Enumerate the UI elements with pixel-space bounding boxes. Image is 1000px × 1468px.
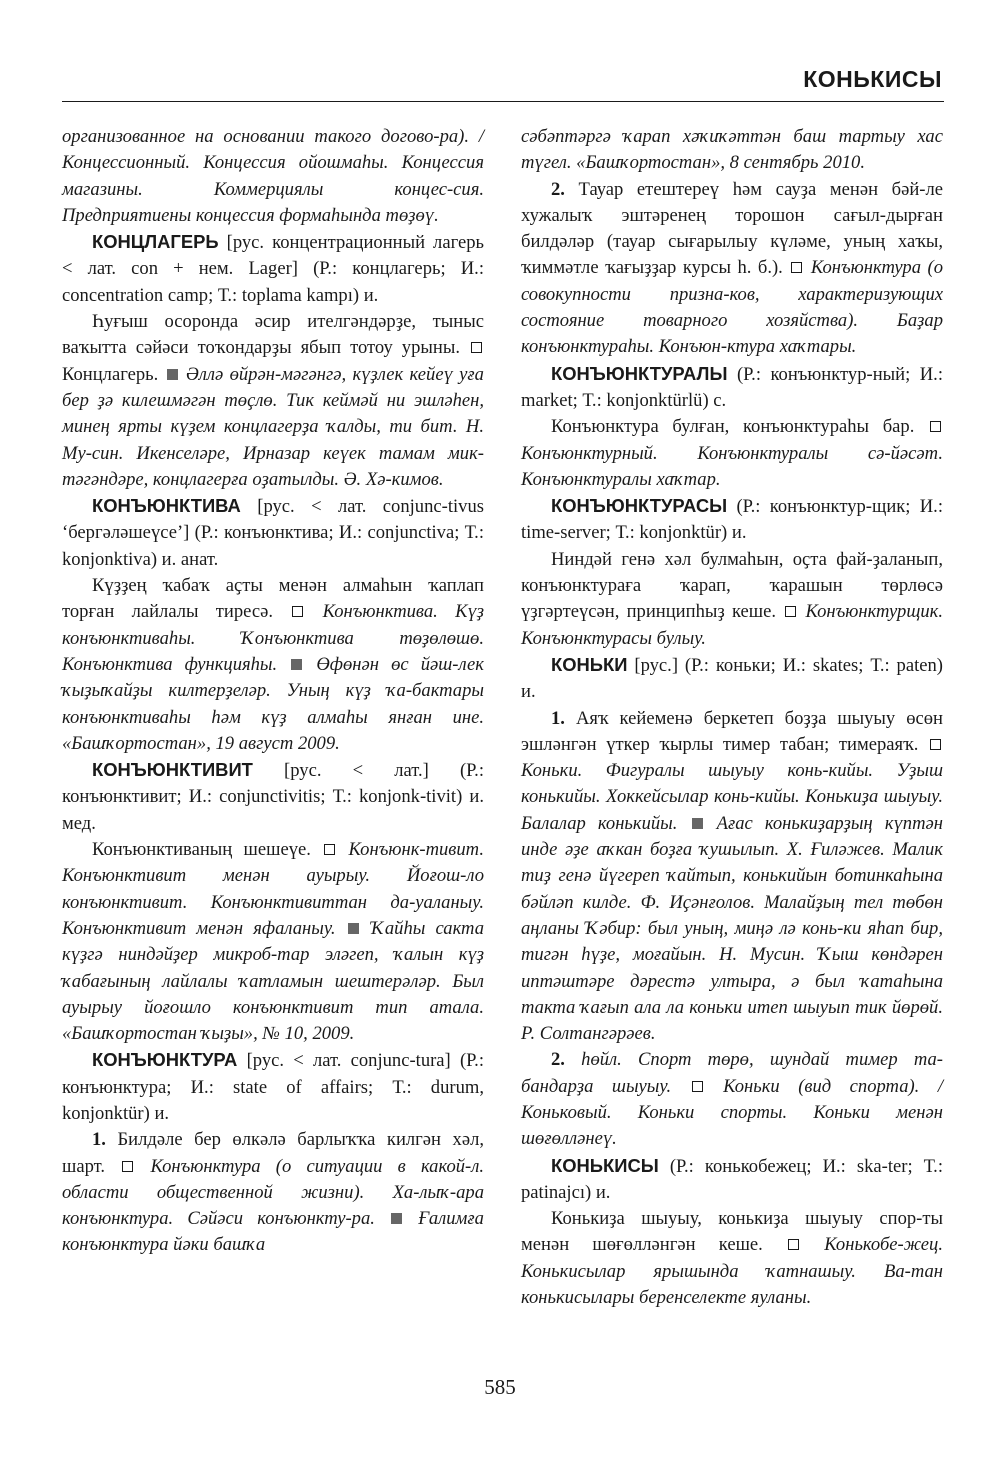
translation-text: Коньки (вид спорта). / Коньковый. Коньки спорты. Коньки менән шөғөлләнеү.: [521, 1075, 943, 1150]
entry-etymology: (Р.: конькобежец; И.: ska-ter; Т.: patinajcı) и.: [521, 1155, 943, 1203]
header-rule: [62, 101, 944, 102]
entry-etymology: [рус. < лат. conjunc-tivus ‘бергәләшеүсе’] (Р.: конъюнктива; И.: conjunctiva; Т.: konjonktiva) и. анат.: [62, 496, 484, 570]
page-number: 585: [484, 1375, 516, 1399]
entry-definition: [521, 1206, 943, 1311]
example-text: Өфөнән өс йәш-лек ҡыҙыҡайҙы килтерҙеләр. Уның күҙ ҡа-бактары конъюнктиваһы һәм күҙ алмаһы янған ине. «Башҡортостан», 19 август 2009.: [62, 653, 485, 754]
paragraph: [62, 124, 484, 229]
translation-text: Концлагерь.: [62, 363, 159, 385]
translation-text: Конъюнктура (о совокупности призна-ков, характеризующих состояние товарного хозяйства). Баҙар конъюнктураһы. Конъюн-ктура хаҡтары.: [521, 257, 943, 358]
example-text: Әллә өйрән-мәгәнгә, күҙлек кейеү уға бер ҙә килешмәгән төҫлө. Тик кеймәй ни эшләһен, минең ярты күҙем концлагерҙа ҡалды, ти бит. Н. Му-син. Икенселәре, Ирназар кеүек тамам мик-тәгәндәре, концлагерға оҙатылды. Ә. Хә-кимов.: [62, 363, 484, 490]
dictionary-entry: [521, 493, 943, 547]
dictionary-entry: [62, 493, 484, 573]
example-text: Ғалимға конъюнктура йәки башҡа: [62, 1208, 484, 1256]
square-marker-icon: [785, 606, 796, 617]
definition-text: һөйл. Спорт төрө, шундай тимер та-бандарҙа шыуыу.: [521, 1049, 943, 1097]
square-marker-icon: [930, 421, 941, 432]
sense-number: 1.: [92, 1129, 106, 1151]
example-text: Ҡайһы сакта күҙгә ниндәйҙер микроб-тар эләгеп, ҡалын күҙ ҡабағының лайлалы ҡатламын шештерәләр. Был ауырыу йоғошло конъюнктивит тип атала. «Башҡортостан ҡыҙы», № 10, 2009.: [62, 917, 484, 1045]
entry-etymology: (Р.: конъюнктур-ный; И.: market; Т.: konjonktürlü) с.: [521, 363, 943, 411]
headword: КОНЪЮНКТИВА: [92, 495, 241, 517]
entry-etymology: [рус. < лат. conjunc-tura] (Р.: конъюнктура; И.: state of affairs; Т.: durum, konjonktür) и.: [62, 1050, 484, 1124]
square-marker-icon: [292, 606, 303, 617]
square-marker-icon: [122, 1161, 133, 1172]
headword: КОНЬКИ: [551, 653, 628, 675]
entry-definition: [62, 1127, 484, 1258]
definition-text: Һуғыш осоронда әсир ителгәндәрҙе, тыныс ваҡытта сәйәси тоҡондарҙы ябып тотоу урыны.: [62, 311, 484, 359]
translation-text: Конькобе-жец. Конькисылар ярышында ҡатнашыу. Ва-тан конькисылары беренселекте яуланы.: [521, 1234, 943, 1309]
dictionary-entry: [62, 757, 484, 837]
square-marker-icon: [324, 844, 335, 855]
square-marker-icon: [791, 262, 802, 273]
square-marker-icon: [692, 1081, 703, 1092]
dictionary-entry: [62, 1047, 484, 1127]
entry-definition: [521, 547, 943, 652]
headword: КОНЪЮНКТУРАСЫ: [551, 495, 728, 517]
example-marker-icon: [692, 818, 703, 829]
translation-text: Коньки. Фигуралы шыуыу конь-кийы. Уҙыш конькийы. Хоккейсылар конь-кийы. Конькиҙа шыуыу. Балалар конькийы.: [521, 760, 943, 834]
entry-etymology: [рус. < лат.] (Р.: конъюнктивит; И.: conjunctivitis; Т.: konjonk-tivit) и. мед.: [62, 760, 484, 834]
sense-number: 2.: [551, 1049, 565, 1071]
example-marker-icon: [391, 1213, 402, 1224]
square-marker-icon: [788, 1239, 799, 1250]
example-marker-icon: [291, 659, 302, 670]
definition-text: Күҙҙең ҡабаҡ аҫты менән алмаһын ҡаплап торған лайлалы тиресә.: [62, 575, 484, 623]
dictionary-entry: [62, 229, 484, 309]
headword: КОНЪЮНКТУРАЛЫ: [551, 362, 728, 384]
square-marker-icon: [471, 342, 482, 353]
running-head: КОНЬКИСЫ: [803, 66, 942, 92]
headword: КОНЦЛАГЕРЬ: [92, 231, 219, 253]
entry-etymology: [рус. концентрационный лагерь < лат. con + нем. Lager] (Р.: концлагерь; И.: concentration camp; Т.: toplama kampı) и.: [62, 232, 484, 306]
definition-text: Билдәле бер өлкәлә барлыҡҡа килгән хәл, шарт.: [62, 1129, 484, 1177]
translation-text: Конъюнк-тивит. Конъюнктивит менән ауырыу. Йоғош-ло конъюнктивит. Конъюнктивиттан да-уаланыу. Конъюнктивит менән яфаланыу.: [62, 839, 484, 939]
sense-number: 2.: [551, 178, 565, 200]
definition-text: Ниндәй генә хәл булмаһын, оҫта фай-ҙаланып, конъюнктураға ҡарап, ҡарашын төрлөсә үҙгәртеүсән, принципһыҙ кеше.: [521, 548, 943, 623]
dictionary-entry: [521, 1153, 943, 1207]
translation-text: Конъюнктурщик. Конъюнктурасы булыу.: [521, 601, 943, 649]
entry-text: организованное на основании такого догово-ра). / Концессионный. Концессия ойошмаһы. Концессия магазины. Коммерциялы концес-сия. Предприятиены концессия формаһында төҙөү.: [62, 126, 484, 226]
definition-text: Конъюнктура булған, конъюнктураһы бар.: [551, 416, 915, 438]
translation-text: Конъюнктива. Күҙ конъюнктиваһы. Ҡонъюнктива төҙөлөшө. Конъюнктива функцияһы.: [62, 601, 484, 675]
definition-text: Аяҡ кейеменә беркетеп боҙҙа шыуыу өсөн эшләнгән үткер ҡырлы тимер табан; тимераяҡ.: [521, 707, 943, 755]
example-text: Ағас конькиҙарҙың күптән инде әҙе аҡкан боҙға ҡушылып. Х. Ғиләжев. Малик тиҙ генә йүгереп ҡайтып, конькийын ботинкаһына бәйләп килде. Ф. Иҫәнғолов. Малайҙың тел төбөн аңланы Ҡәбир: был уның, миңә лә конь-ки яһап бир, тигән һүҙе, моғайын. Н. Мусин. Ҡыш көндәрен иптәштәре дәрестә ултыра, ә был ҡатаһына такта ҡағып ала ла коньки итеп шыуып тик йөрөй. Р. Солтангәрәев.: [521, 812, 944, 1045]
definition-text: Конъюнктиваның шешеүе.: [92, 839, 311, 861]
translation-text: Конъюнктура (о ситуации в какой-л. области общественной жизни). Ха-лыҡ-ара конъюнктура. Сәйәси конъюнкту-ра.: [62, 1155, 485, 1230]
entry-etymology: (Р.: конъюнктур-щик; И.: time-server; Т.: konjonktür) и.: [521, 496, 943, 544]
entry-definition: [62, 309, 484, 493]
dictionary-entry: [521, 652, 943, 706]
definition-text: Тауар етештереү һәм сауҙа менән бәй-ле хужалыҡ эштәренең торошон сағыл-дырған билдәләр (тауар сығарылыу күләме, уның хаҡы, ҡиммәтле ҡағыҙҙар курсы һ. б.).: [521, 178, 944, 279]
dictionary-entry: [521, 361, 943, 415]
entry-definition: [521, 1047, 943, 1152]
entry-definition: [62, 837, 484, 1047]
headword: КОНЪЮНКТУРА: [92, 1049, 238, 1071]
entry-definition: [62, 573, 484, 757]
entry-definition: [521, 706, 943, 1048]
example-text: сәбәптәргә ҡарап хәҡиҡәттән баш тартыу хас түгел. «Башҡортостан», 8 сентябрь 2010.: [521, 126, 943, 174]
entry-definition: [521, 414, 943, 493]
entry-etymology: [рус.] (Р.: коньки; И.: skates; Т.: paten) и.: [521, 654, 943, 703]
sense-number: 1.: [551, 707, 565, 729]
example-marker-icon: [348, 923, 359, 934]
right-column: [521, 124, 943, 1311]
square-marker-icon: [930, 739, 941, 750]
definition-text: Конькиҙа шыуыу, конькиҙа шыуыу спор-ты менән шөғөлләнгән кеше.: [521, 1208, 943, 1256]
example-marker-icon: [167, 369, 178, 380]
left-column: [62, 124, 484, 1259]
headword: КОНЪЮНКТИВИТ: [92, 759, 253, 781]
paragraph: [521, 124, 943, 177]
translation-text: Конъюнктурный. Конъюнктуралы сә-йәсәт. Конъюнктуралы хаҡтар.: [521, 442, 943, 490]
entry-definition: [521, 177, 943, 361]
headword: КОНЬКИСЫ: [551, 1154, 659, 1176]
